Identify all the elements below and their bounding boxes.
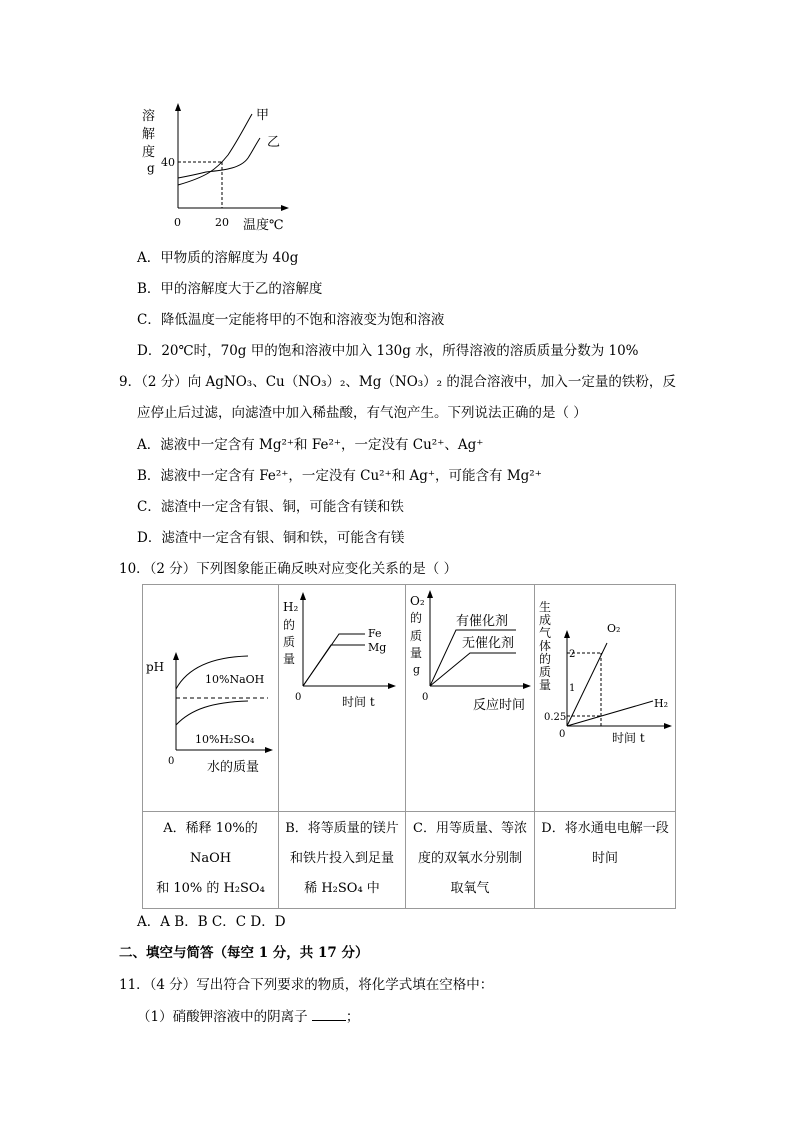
- graph-a-x-label: 水的质量: [207, 760, 260, 775]
- graph-b-y-label-2: 的: [283, 618, 296, 632]
- caption-b-line3: 稀 H₂SO₄ 中: [304, 881, 380, 896]
- graph-c-cat-label: 有催化剂: [456, 614, 509, 629]
- caption-d-line2: 时间: [591, 851, 618, 866]
- caption-c-line1: C．用等质量、等浓: [413, 821, 527, 836]
- graph-c-y-label-1: O₂: [410, 594, 425, 608]
- section2-title: 二、填空与简答（每空 1 分，共 17 分）: [119, 945, 369, 961]
- graph-d-y-label-2: 成: [539, 613, 552, 627]
- graph-b: [279, 585, 405, 807]
- graph-d-h2-label: H₂: [654, 697, 669, 710]
- caption-d-line1: D．将水通电电解一段: [541, 821, 669, 836]
- caption-b-line2: 和铁片投入到足量: [289, 851, 394, 866]
- graph-b-y-label-4: 量: [283, 652, 296, 666]
- graph-d-y-label-6: 质: [539, 665, 552, 679]
- graph-a-origin: 0: [168, 756, 175, 767]
- q8-option-a: A．甲物质的溶解度为 40g: [137, 250, 299, 266]
- q10-graph-table: [142, 584, 676, 909]
- q11-item-1-blank[interactable]: [312, 1008, 346, 1021]
- graph-d: [535, 585, 675, 807]
- graph-b-y-label-3: 质: [283, 635, 296, 649]
- caption-b-line1: B．将等质量的镁片: [285, 821, 399, 836]
- graph-c-nocat-label: 无催化剂: [462, 636, 515, 651]
- curve-yi: [178, 138, 260, 178]
- q9-stem-line2: 应停止后过滤，向滤渣中加入稀盐酸，有气泡产生。下列说法正确的是（ ）: [137, 405, 587, 421]
- graph-b-x-label: 时间 t: [342, 695, 375, 709]
- caption-a: [143, 812, 279, 909]
- graph-x-label: 温度℃: [243, 218, 284, 233]
- graph-d-tick-2: 2: [569, 649, 576, 660]
- graph-a-naoh-label: 10%NaOH: [205, 673, 265, 686]
- graph-y-label-3: 度: [142, 145, 156, 160]
- q8-option-c: C．降低温度一定能将甲的不饱和溶液变为饱和溶液: [137, 312, 445, 328]
- q9-stem-line1: 9．（2 分）向 AgNO₃、Cu（NO₃）₂、Mg（NO₃）₂ 的混合溶液中，加入一定量的铁粉，反: [119, 374, 676, 390]
- q10-options: A．A B．B C．C D．D: [137, 914, 286, 930]
- caption-d: [535, 812, 676, 909]
- graph-d-y-label-1: 生: [539, 600, 552, 614]
- caption-a-line1: A．稀释 10%的 NaOH: [163, 821, 258, 866]
- graph-d-h2-line: [567, 701, 653, 726]
- graph-c-y-label-4: 量: [410, 646, 423, 660]
- graph-b-mg-label: Mg: [368, 641, 387, 654]
- graph-b-fe-line: [303, 634, 365, 686]
- graph-b-cell: [279, 585, 406, 812]
- graph-d-x-label: 时间 t: [612, 731, 645, 745]
- graph-d-y-label-7: 量: [539, 678, 552, 692]
- q9-option-d: D．滤渣中一定含有银、铜和铁，可能含有镁: [137, 530, 405, 546]
- graph-y-unit: g: [147, 161, 155, 175]
- graph-d-tick-1: 1: [569, 683, 576, 694]
- caption-c-line3: 取氧气: [450, 881, 490, 896]
- label-yi: 乙: [267, 135, 281, 150]
- graph-y-label-2: 解: [142, 127, 156, 142]
- graph-y-label-1: 溶: [142, 109, 156, 124]
- graph-x-tick-20: 20: [215, 216, 229, 229]
- graph-d-y-label-4: 体: [539, 639, 552, 653]
- solubility-graph: [136, 100, 296, 235]
- graph-b-y-label-1: H₂: [283, 600, 299, 614]
- graph-c: [406, 585, 534, 807]
- graph-d-y-label-3: 气: [539, 626, 552, 640]
- graph-d-cell: [535, 585, 676, 812]
- graph-a-cell: [143, 585, 279, 812]
- graph-a-y-label: pH: [146, 660, 165, 674]
- caption-c-line2: 度的双氧水分别制: [417, 851, 522, 866]
- q9-option-b: B．滤液中一定含有 Fe²⁺，一定没有 Cu²⁺和 Ag⁺，可能含有 Mg²⁺: [137, 468, 542, 484]
- caption-b: [279, 812, 406, 909]
- q11-item-1: [137, 1008, 359, 1026]
- q8-option-b: B．甲的溶解度大于乙的溶解度: [137, 281, 323, 297]
- graph-a-h2so4-label: 10%H₂SO₄: [195, 733, 255, 746]
- graph-x-tick-0: 0: [174, 216, 181, 229]
- graph-d-y-label-5: 的: [539, 652, 552, 666]
- graph-b-mg-line: [303, 645, 365, 686]
- graph-c-y-label-5: g: [413, 663, 421, 676]
- graph-b-fe-label: Fe: [368, 627, 382, 640]
- q9-option-a: A．滤液中一定含有 Mg²⁺和 Fe²⁺，一定没有 Cu²⁺、Ag⁺: [137, 437, 484, 453]
- graph-c-y-label-2: 的: [410, 611, 423, 625]
- graph-c-x-label: 反应时间: [473, 698, 526, 713]
- curve-jia: [178, 114, 252, 185]
- graph-c-cell: [406, 585, 535, 812]
- q11-item-1-text: （1）硝酸钾溶液中的阴离子: [137, 1009, 308, 1025]
- graph-c-y-label-3: 质: [410, 629, 423, 643]
- graph-d-o2-label: O₂: [607, 622, 621, 635]
- q11-stem: 11．（4 分）写出符合下列要求的物质，将化学式填在空格中：: [119, 977, 494, 993]
- label-jia: 甲: [256, 108, 270, 123]
- q11-item-1-end: ；: [345, 1009, 360, 1025]
- q9-option-c: C．滤渣中一定含有银、铜，可能含有镁和铁: [137, 499, 404, 515]
- graph-a: [143, 585, 278, 807]
- caption-a-line2: 和 10% 的 H₂SO₄: [156, 881, 265, 896]
- q10-stem: 10．（2 分）下列图象能正确反映对应变化关系的是（ ）: [119, 561, 458, 577]
- graph-y-tick-40: 40: [161, 156, 175, 169]
- q8-option-d: D．20℃时，70g 甲的饱和溶液中加入 130g 水，所得溶液的溶质质量分数为 10%: [137, 343, 639, 359]
- graph-c-origin: 0: [422, 692, 429, 703]
- graph-d-origin: 0: [559, 729, 566, 740]
- graph-d-tick-025: 0.25: [544, 712, 567, 723]
- graph-b-origin: 0: [295, 692, 302, 703]
- caption-c: [406, 812, 535, 909]
